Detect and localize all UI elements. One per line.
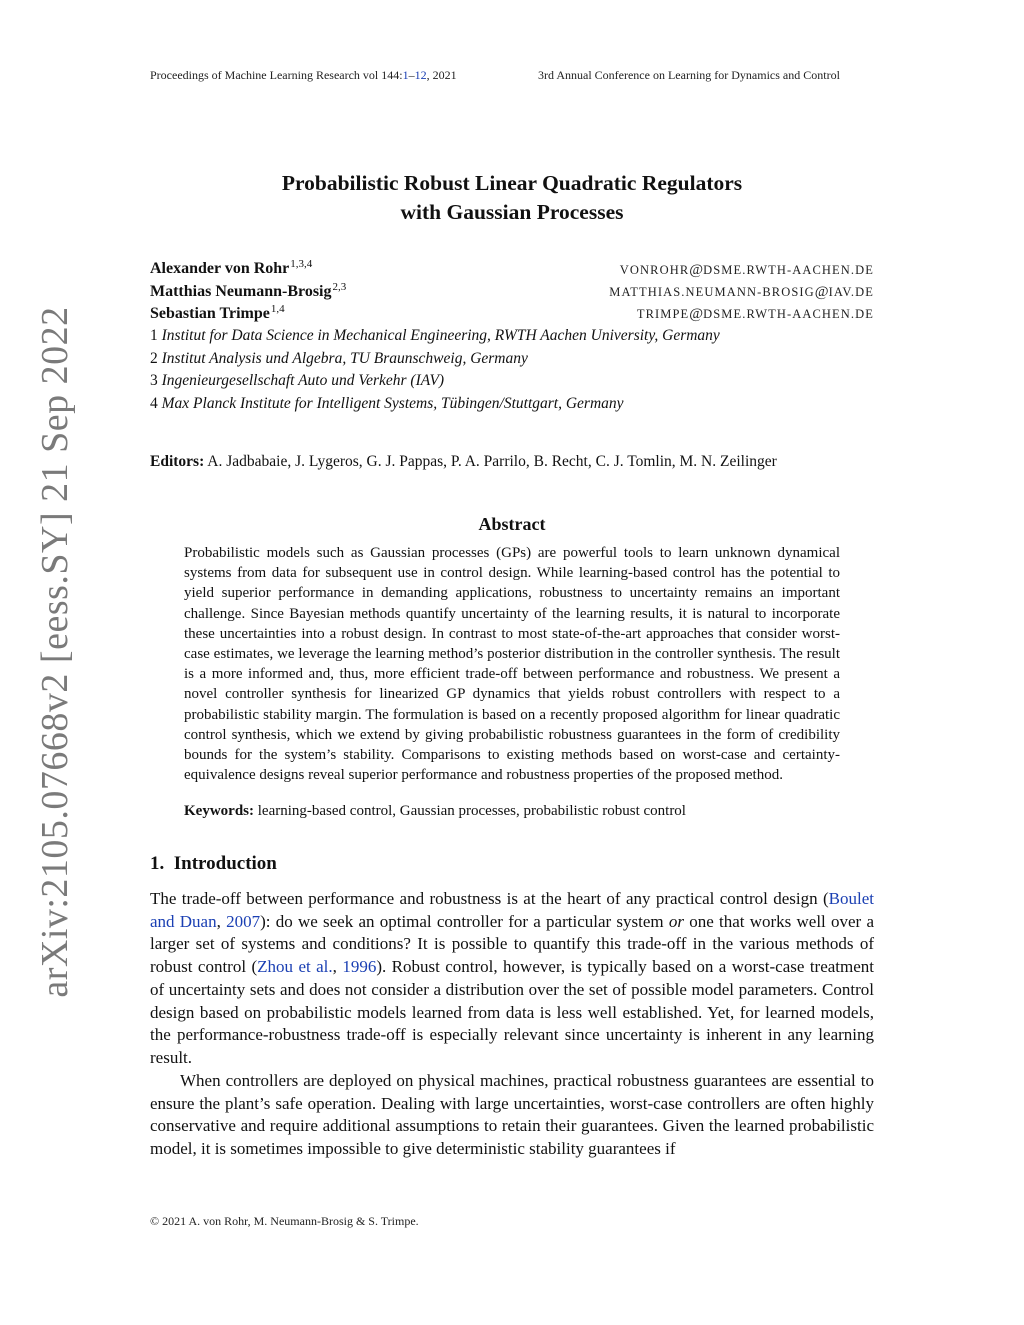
title-line-1: Probabilistic Robust Linear Quadratic Regulators [281,171,743,195]
page-start-link[interactable]: 1 [402,68,409,82]
affiliation-2: 2 Institut Analysis und Algebra, TU Braunschweig, Germany [150,350,528,367]
citation-zhou-et-al-year[interactable]: 1996 [342,957,377,977]
intro-paragraph-2: When controllers are deployed on physical machines, practical robustness guarantees are essential to ensure the plant’s safe operation. Dealing with large uncertainties, worst-case controllers are often highly conservative and require additional assumptions to retain their guarantees. Given the learned probabilistic model, it is sometimes impossible to give deterministic stability guarantees if [150,1071,874,1159]
author-1-email[interactable]: VONROHR@DSME.RWTH-AACHEN.DE [619,262,874,278]
running-header-left: Proceedings of Machine Learning Research vol 144:1–12, 2021 [150,68,457,82]
section-heading-introduction: 1. Introduction [150,853,277,874]
running-header-right: 3rd Annual Conference on Learning for Dynamics and Control [538,68,840,82]
arxiv-stamp: arXiv:2105.07668v2 [eess.SY] 21 Sep 2022 [34,306,76,998]
editors-line: Editors: A. Jadbabaie, J. Lygeros, G. J. Pappas, P. A. Parrilo, B. Recht, C. J. Tomlin, M. N. Zeilinger [150,453,777,470]
author-2-email[interactable]: MATTHIAS.NEUMANN-BROSIG@IAV.DE [609,284,874,300]
citation-boulet-duan[interactable]: Boulet and Duan [150,889,874,931]
keywords-line: Keywords: learning-based control, Gaussian processes, probabilistic robust control [184,803,686,819]
author-1: Alexander von Rohr$^{1,3,4}$ [150,258,313,277]
author-3-email[interactable]: TRIMPE@DSME.RWTH-AACHEN.DE [636,306,874,322]
paper-title [150,169,874,227]
page-end-link[interactable]: 12 [414,68,427,82]
author-3: Sebastian Trimpe$^{1,4}$ [150,303,285,322]
affiliation-4: 4 Max Planck Institute for Intelligent Systems, Tübingen/Stuttgart, Germany [150,395,624,412]
copyright-footer: © 2021 A. von Rohr, M. Neumann-Brosig & S. Trimpe. [150,1214,419,1228]
affiliation-1: 1 Institut for Data Science in Mechanical Engineering, RWTH Aachen University, Germany [150,327,720,344]
title-line-2: with Gaussian Processes [400,200,624,224]
citation-boulet-duan-year[interactable]: 2007 [226,911,261,931]
affiliation-3: 3 Ingenieurgesellschaft Auto und Verkehr (IAV) [150,372,445,389]
abstract-heading: Abstract [478,514,546,534]
citation-zhou-et-al[interactable]: Zhou et al. [257,957,333,977]
author-2: Matthias Neumann-Brosig$^{2,3}$ [150,281,347,300]
intro-paragraph-1: The trade-off between performance and robustness is at the heart of any practical control design (Boulet and Duan, 2007): do we seek an optimal controller for a particular system or one that works well over a larger set of systems and conditions? It is possible to quantify this trade-off in the various methods of robust control (Zhou et al., 1996). Robust control, however, is typically based on a worst-case treatment of uncertainty sets and does not consider a distribution over the set of possible model parameters. Control design based on probabilistic models learned from data is less well established. Yet, for learned models, the performance-robustness trade-off is especially relevant since uncertainty is inherent in any learning result. [150,889,875,1067]
abstract-text: Probabilistic models such as Gaussian processes (GPs) are powerful tools to learn unknown dynamical systems from data for subsequent use in control design. While learning-based control has the potential to yield superior performance in demanding applications, robustness to uncertainty remains an important challenge. Since Bayesian methods quantify uncertainty of the learning results, it is natural to incorporate these uncertainties into a robust design. In contrast to most state-of-the-art approaches that consider worst-case estimates, we leverage the learning method’s posterior distribution in the controller synthesis. The result is a more informed and, thus, more efficient trade-off between performance and robustness. We present a novel controller synthesis for linearized GP dynamics that yields robust controllers with respect to a probabilistic stability margin. The formulation is based on a recently proposed algorithm for linear quadratic control synthesis, which we extend by giving probabilistic robustness guarantees in the form of credibility bounds for the system’s stability. Comparisons to existing methods based on worst-case and certainty-equivalence designs reveal superior performance and robustness properties of the proposed method. [184,545,840,784]
